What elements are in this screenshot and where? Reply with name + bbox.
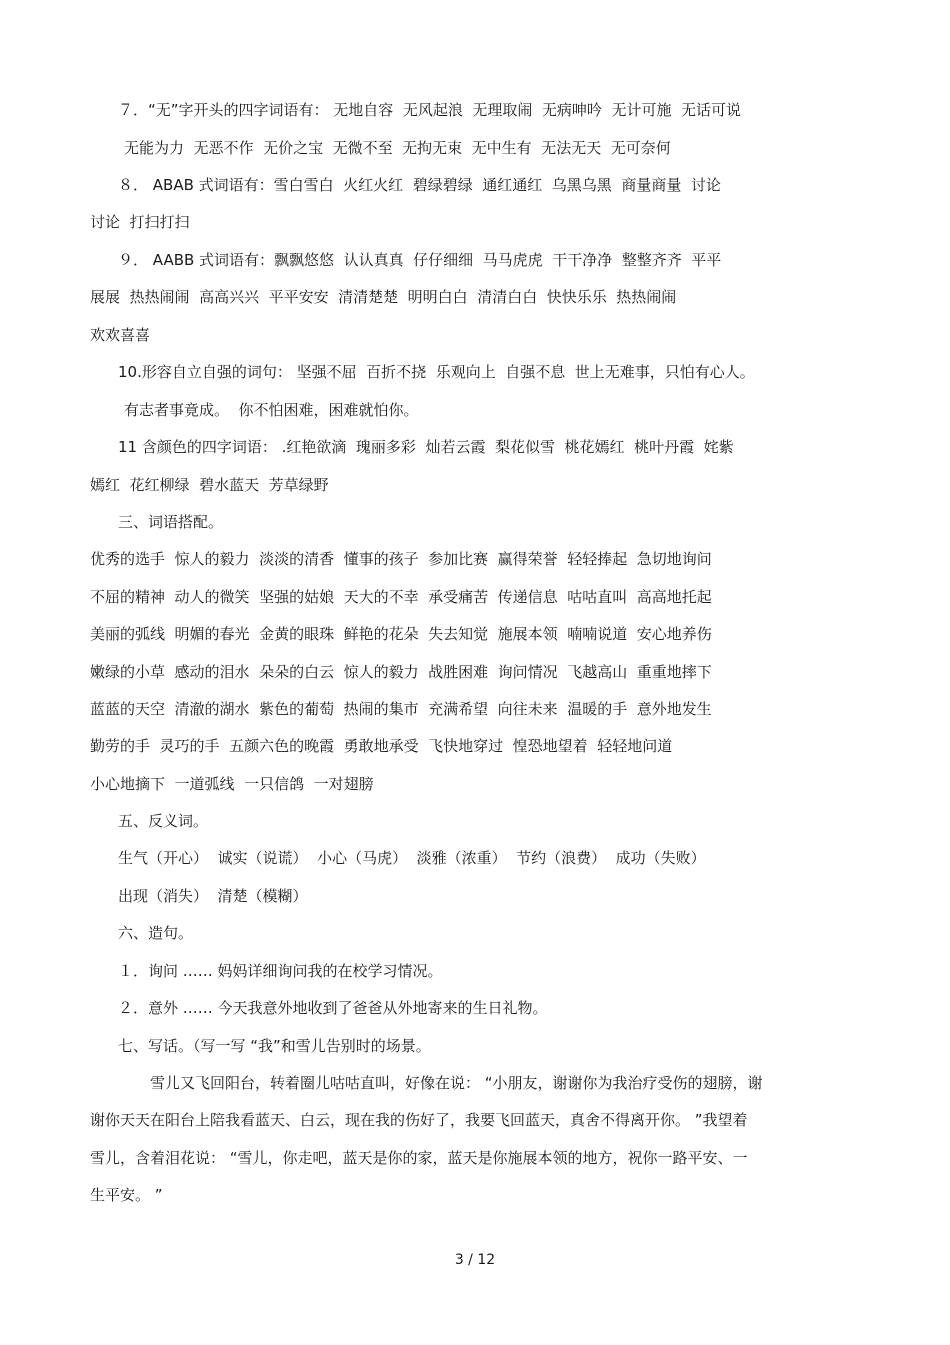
writing-paragraph-line-2: 谢你天天在阳台上陪我看蓝天、白云，现在我的伤好了，我要飞回蓝天，真舍不得离开你。 ”我望着 xyxy=(90,1111,748,1129)
text-line-item10-a: 10.形容自立自强的词句： 坚强不屈 百折不挠 乐观向上 自强不息 世上无难事，只怕有心人。 xyxy=(118,363,755,381)
text-line-item11-a: 11 含颜色的四字词语： .红艳欲滴 瑰丽多彩 灿若云霞 梨花似雪 桃花嫣红 桃叶丹霞 姹紫 xyxy=(118,438,734,456)
text-line-item9-a: ９． AABB 式词语有：飘飘悠悠 认认真真 仔仔细细 马马虎虎 干干净净 整整齐齐 平平 xyxy=(118,251,722,269)
text-line-item7-a: ７．“无”字开头的四字词语有： 无地自容 无风起浪 无理取闹 无病呻吟 无计可施 无话可说 xyxy=(118,101,741,119)
collocation-row-1: 优秀的选手 惊人的毅力 淡淡的清香 懂事的孩子 参加比赛 赢得荣誉 轻轻捧起 急切地询问 xyxy=(90,550,712,568)
section-heading-sentences: 六、造句。 xyxy=(118,924,194,942)
text-line-item9-c: 欢欢喜喜 xyxy=(90,326,151,344)
section-heading-writing: 七、写话。（写一写 “我”和雪儿告别时的场景。 xyxy=(118,1037,431,1055)
collocation-row-3: 美丽的弧线 明媚的春光 金黄的眼珠 鲜艳的花朵 失去知觉 施展本领 喃喃说道 安心地养伤 xyxy=(90,625,712,643)
sentence-1: １．询问 …… 妈妈详细询问我的在校学习情况。 xyxy=(118,962,443,980)
text-line-item7-b: 无能为力 无恶不作 无价之宝 无微不至 无拘无束 无中生有 无法无天 无可奈何 xyxy=(124,139,671,157)
collocation-row-7: 小心地摘下 一道弧线 一只信鸽 一对翅膀 xyxy=(90,775,374,793)
section-heading-antonyms: 五、反义词。 xyxy=(118,812,209,830)
writing-paragraph-line-1: 雪儿又飞回阳台，转着圈儿咕咕直叫，好像在说： “小朋友，谢谢你为我治疗受伤的翅膀，谢 xyxy=(150,1074,763,1092)
text-line-item8-b: 讨论 打扫打扫 xyxy=(90,213,190,231)
sentence-2: ２．意外 …… 今天我意外地收到了爸爸从外地寄来的生日礼物。 xyxy=(118,999,548,1017)
text-line-item10-b: 有志者事竟成。 你不怕困难，困难就怕你。 xyxy=(124,401,419,419)
page-number: 3 / 12 xyxy=(454,1252,496,1268)
collocation-row-5: 蓝蓝的天空 清澈的湖水 紫色的葡萄 热闹的集市 充满希望 向往未来 温暖的手 意外地发生 xyxy=(90,700,712,718)
text-line-item9-b: 展展 热热闹闹 高高兴兴 平平安安 清清楚楚 明明白白 清清白白 快快乐乐 热热闹闹 xyxy=(90,288,677,306)
collocation-row-6: 勤劳的手 灵巧的手 五颜六色的晚霞 勇敢地承受 飞快地穿过 惶恐地望着 轻轻地问道 xyxy=(90,737,673,755)
collocation-row-2: 不屈的精神 动人的微笑 坚强的姑娘 天大的不幸 承受痛苦 传递信息 咕咕直叫 高高地托起 xyxy=(90,588,712,606)
writing-paragraph-line-4: 生平安。 ” xyxy=(90,1186,163,1204)
section-heading-collocation: 三、词语搭配。 xyxy=(118,513,224,531)
antonyms-row-1: 生气（开心） 诚实（说谎） 小心（马虎） 淡雅（浓重） 节约（浪费） 成功（失败） xyxy=(118,849,706,867)
text-line-item11-b: 嫣红 花红柳绿 碧水蓝天 芳草绿野 xyxy=(90,476,329,494)
antonyms-row-2: 出现（消失） 清楚（模糊） xyxy=(118,887,308,905)
collocation-row-4: 嫩绿的小草 感动的泪水 朵朵的白云 惊人的毅力 战胜困难 询问情况 飞越高山 重重地摔下 xyxy=(90,663,712,681)
writing-paragraph-line-3: 雪儿，含着泪花说： “雪儿，你走吧，蓝天是你的家，蓝天是你施展本领的地方，祝你一路平安、一 xyxy=(90,1149,748,1167)
text-line-item8-a: ８． ABAB 式词语有：雪白雪白 火红火红 碧绿碧绿 通红通红 乌黑乌黑 商量商量 讨论 xyxy=(118,176,721,194)
